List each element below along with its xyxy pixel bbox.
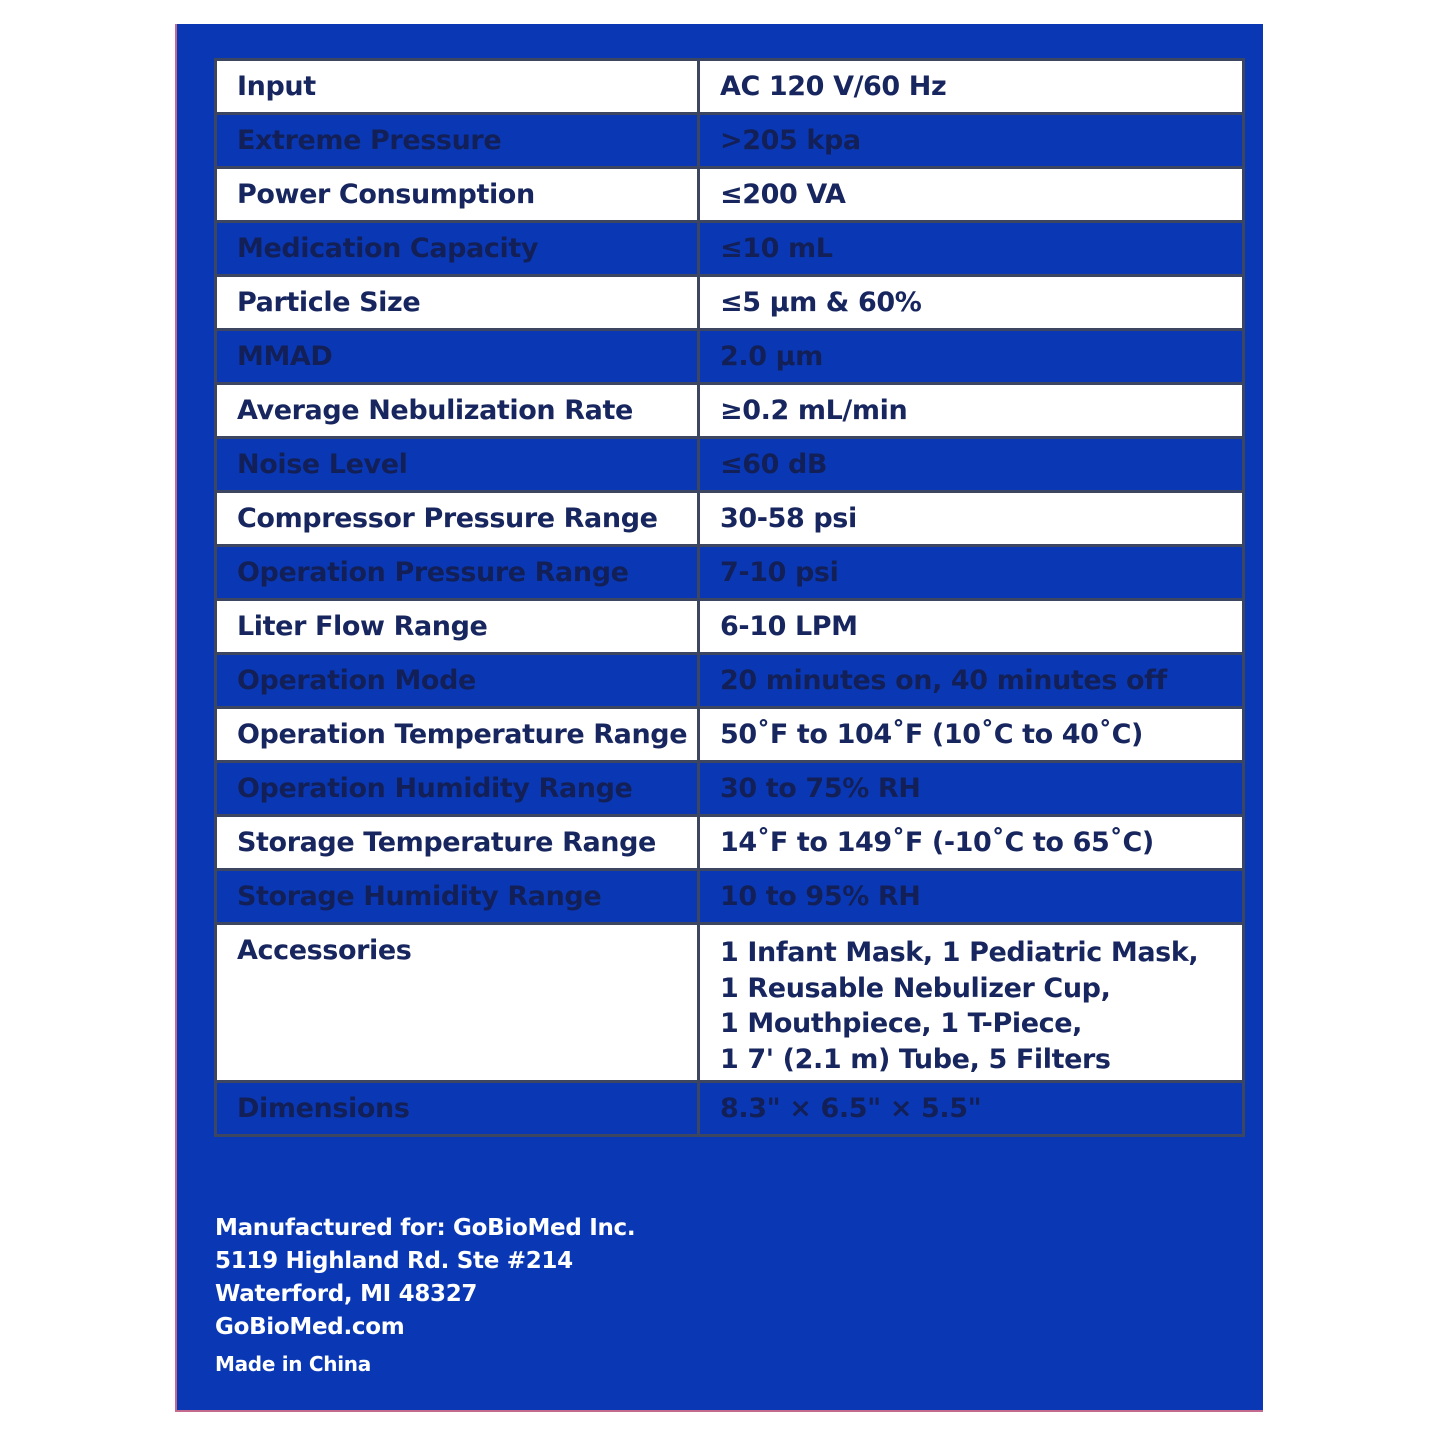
spec-label: Average Nebulization Rate <box>216 384 699 438</box>
spec-value: ≤60 dB <box>699 438 1244 492</box>
spec-value-accessories <box>699 924 1244 1082</box>
address-city: Waterford, MI 48327 <box>215 1281 478 1307</box>
spec-label: Storage Humidity Range <box>216 870 699 924</box>
spec-label: Operation Humidity Range <box>216 762 699 816</box>
spec-value: 6-10 LPM <box>699 600 1244 654</box>
spec-label: Dimensions <box>216 1082 699 1136</box>
spec-label: Input <box>216 60 699 114</box>
spec-value: 50˚F to 104˚F (10˚C to 40˚C) <box>699 708 1244 762</box>
spec-label: Medication Capacity <box>216 222 699 276</box>
spec-row-storage-humidity <box>216 870 1244 924</box>
accessory-line: 1 Infant Mask, 1 Pediatric Mask, <box>720 937 1199 968</box>
spec-row-mmad <box>216 330 1244 384</box>
spec-row-extreme-pressure <box>216 114 1244 168</box>
spec-row-operation-mode <box>216 654 1244 708</box>
spec-value: 30-58 psi <box>699 492 1244 546</box>
spec-value: ≤5 µm & 60% <box>699 276 1244 330</box>
spec-label: Operation Mode <box>216 654 699 708</box>
country-of-origin: Made in China <box>215 1352 371 1376</box>
spec-value: ≤200 VA <box>699 168 1244 222</box>
spec-label: Noise Level <box>216 438 699 492</box>
spec-row-power-consumption <box>216 168 1244 222</box>
spec-row-accessories <box>216 924 1244 1082</box>
manufacturer-info <box>215 1212 635 1381</box>
spec-row-compressor-pressure <box>216 492 1244 546</box>
spec-label: Particle Size <box>216 276 699 330</box>
address-street: 5119 Highland Rd. Ste #214 <box>215 1248 573 1274</box>
spec-value: 7-10 psi <box>699 546 1244 600</box>
spec-label: Operation Temperature Range <box>216 708 699 762</box>
spec-value: 30 to 75% RH <box>699 762 1244 816</box>
spec-row-liter-flow <box>216 600 1244 654</box>
spec-value: 14˚F to 149˚F (-10˚C to 65˚C) <box>699 816 1244 870</box>
spec-row-nebulization-rate <box>216 384 1244 438</box>
spec-row-dimensions <box>216 1082 1244 1136</box>
spec-value: 2.0 µm <box>699 330 1244 384</box>
spec-label: Power Consumption <box>216 168 699 222</box>
spec-label: Operation Pressure Range <box>216 546 699 600</box>
spec-label: Compressor Pressure Range <box>216 492 699 546</box>
spec-row-operation-pressure <box>216 546 1244 600</box>
accessory-line: 1 Mouthpiece, 1 T-Piece, <box>720 1008 1082 1039</box>
spec-value: 20 minutes on, 40 minutes off <box>699 654 1244 708</box>
specifications-table <box>214 58 1245 1137</box>
manufacturer-line: Manufactured for: GoBioMed Inc. <box>215 1215 636 1241</box>
spec-label: Liter Flow Range <box>216 600 699 654</box>
accessory-line: 1 7' (2.1 m) Tube, 5 Filters <box>720 1043 1111 1075</box>
spec-label: Extreme Pressure <box>216 114 699 168</box>
spec-value: AC 120 V/60 Hz <box>699 60 1244 114</box>
accessory-line: 1 Reusable Nebulizer Cup, <box>720 972 1111 1004</box>
spec-value: 8.3" × 6.5" × 5.5" <box>699 1082 1244 1136</box>
spec-label: MMAD <box>216 330 699 384</box>
spec-row-particle-size <box>216 276 1244 330</box>
spec-value: ≥0.2 mL/min <box>699 384 1244 438</box>
spec-row-medication-capacity <box>216 222 1244 276</box>
website: GoBioMed.com <box>215 1314 405 1340</box>
spec-value: 10 to 95% RH <box>699 870 1244 924</box>
spec-row-input <box>216 60 1244 114</box>
spec-value: >205 kpa <box>699 114 1244 168</box>
spec-label: Storage Temperature Range <box>216 816 699 870</box>
spec-row-operation-temperature <box>216 708 1244 762</box>
spec-label: Accessories <box>216 924 699 1082</box>
spec-row-noise-level <box>216 438 1244 492</box>
spec-row-storage-temperature <box>216 816 1244 870</box>
spec-value: ≤10 mL <box>699 222 1244 276</box>
spec-panel <box>175 24 1263 1412</box>
spec-row-operation-humidity <box>216 762 1244 816</box>
